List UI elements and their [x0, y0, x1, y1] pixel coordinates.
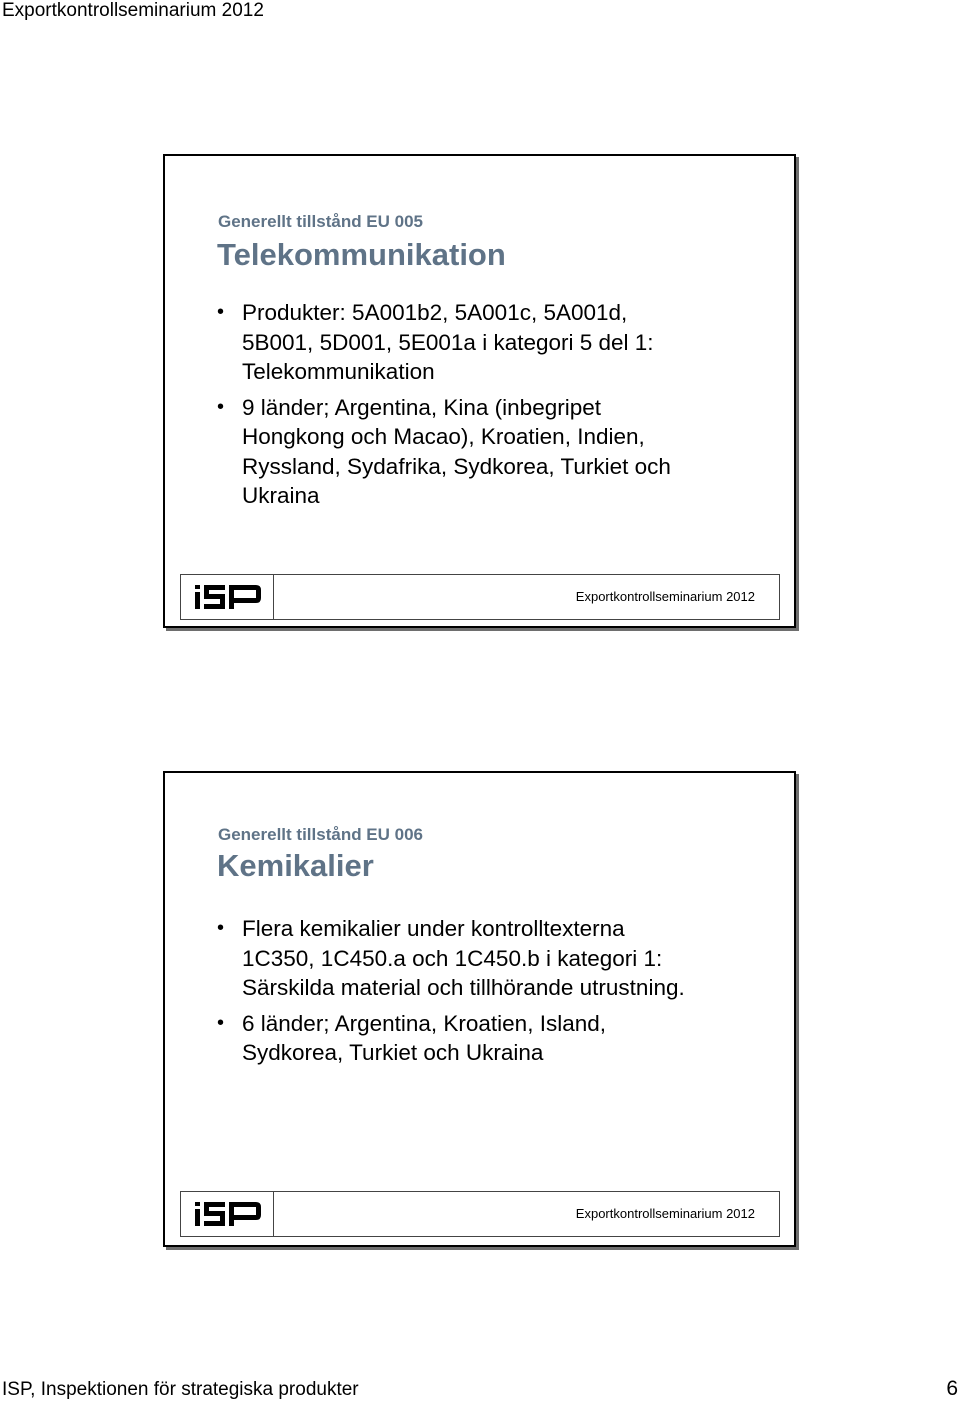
slide-footer-text: Exportkontrollseminarium 2012 — [575, 589, 755, 604]
page-number: 6 — [946, 1377, 958, 1400]
bullet-icon: • — [217, 395, 225, 418]
bullet-line: Ukraina — [242, 483, 320, 508]
page-header-title: Exportkontrollseminarium 2012 — [2, 0, 264, 21]
bullet-icon: • — [217, 1011, 225, 1034]
slide-kemikalier — [163, 771, 796, 1247]
bullet-line: 5B001, 5D001, 5E001a i kategori 5 del 1: — [242, 329, 654, 355]
slide-subtitle: Generellt tillstånd EU 006 — [218, 825, 424, 844]
bullet-line: Sydkorea, Turkiet och Ukraina — [242, 1040, 544, 1065]
bullet-list — [217, 914, 777, 1074]
bullet-icon: • — [217, 917, 225, 939]
slide-footer-text: Exportkontrollseminarium 2012 — [575, 1206, 755, 1221]
logo-box — [181, 575, 274, 619]
bullet-item — [217, 914, 777, 1003]
bullet-line: 6 länder; Argentina, Kroatien, Island, — [242, 1010, 606, 1036]
bullet-item — [217, 393, 777, 511]
slide-footer-bar — [180, 574, 780, 620]
slide-subtitle: Generellt tillstånd EU 005 — [218, 212, 424, 231]
slide-title: Telekommunikation — [217, 237, 506, 272]
bullet-line: Flera kemikalier under kontrolltexterna — [242, 916, 625, 941]
logo-box — [181, 1192, 274, 1236]
slide-footer-bar — [180, 1191, 780, 1237]
bullet-line: Hongkong och Macao), Kroatien, Indien, — [242, 424, 645, 449]
slide-telekommunikation — [163, 154, 796, 628]
bullet-item — [217, 298, 777, 387]
bullet-item — [217, 1009, 777, 1068]
bullet-line: 9 länder; Argentina, Kina (inbegripet — [242, 394, 601, 420]
bullet-line: Ryssland, Sydafrika, Sydkorea, Turkiet och — [242, 453, 671, 479]
bullet-line: Särskilda material och tillhörande utrustning. — [242, 975, 685, 1000]
page-footer-organization: ISP, Inspektionen för strategiska produkter — [2, 1379, 359, 1400]
isp-logo-icon — [195, 584, 263, 610]
bullet-line: Produkter: 5A001b2, 5A001c, 5A001d, — [242, 300, 628, 325]
bullet-icon: • — [217, 301, 225, 323]
isp-logo-icon — [195, 1201, 263, 1227]
bullet-line: 1C350, 1C450.a och 1C450.b i kategori 1: — [242, 945, 663, 971]
slide-title: Kemikalier — [217, 848, 374, 883]
bullet-list — [217, 298, 777, 517]
bullet-line: Telekommunikation — [242, 359, 435, 384]
